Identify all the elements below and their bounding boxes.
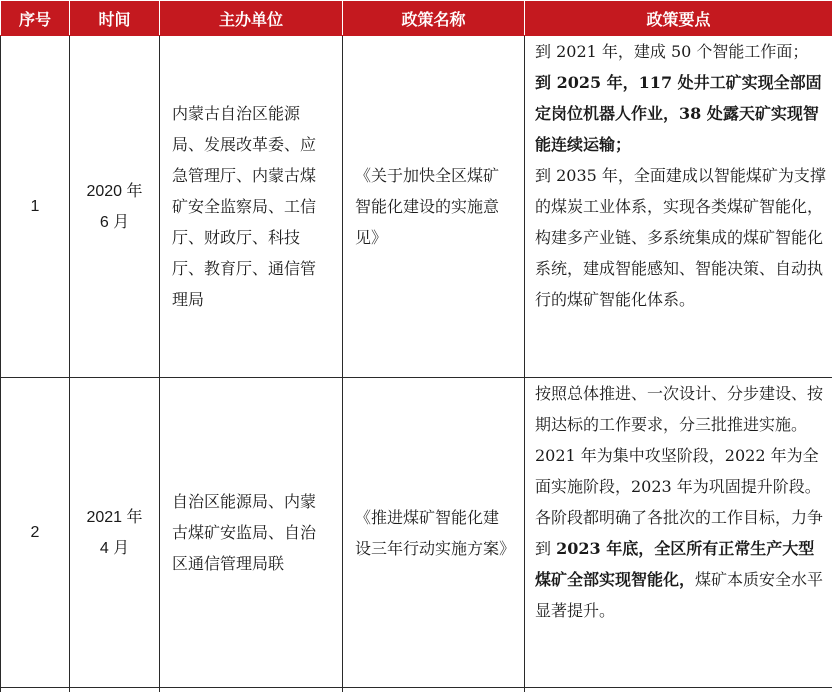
row-index: 2: [1, 378, 70, 688]
row-organizer: 自治区能源局、内蒙古煤矿安监局、自治区通信管理局联: [160, 378, 343, 688]
row-time-month: 4 月: [70, 533, 159, 564]
point-paragraph: 按照总体推进、一次设计、分步建设、按期达标的工作要求，分三批推进实施。: [535, 378, 826, 440]
row-policy-name: 《关于加快全区煤矿智能化建设的实施意见》: [343, 36, 525, 378]
point-text: 煤矿本质安全水平显著提升。: [535, 570, 823, 620]
row-time-year: 2021 年: [70, 502, 159, 533]
point-paragraph: 到 2025 年，117 处井工矿实现全部固定岗位机器人作业，38 处露天矿实现智能连续运输；: [535, 67, 826, 160]
table-header-row: [1, 1, 832, 36]
header-organizer: 主办单位: [160, 1, 343, 36]
row-policy-name: 《推进煤矿智能化建设三年行动实施方案》: [343, 378, 525, 688]
table-row: [1, 378, 832, 688]
table-row-continuation: [1, 688, 832, 692]
table-row: [1, 36, 832, 378]
header-policy-name: 政策名称: [343, 1, 525, 36]
row-policy-points: [525, 378, 832, 688]
header-policy-points: 政策要点: [525, 1, 832, 36]
header-index: 序号: [1, 1, 70, 36]
point-paragraph: 到 2035 年，全面建成以智能煤矿为支撑的煤炭工业体系，实现各类煤矿智能化，构建多产业链、多系统集成的煤矿智能化系统，建成智能感知、智能决策、自动执行的煤矿智能化体系。: [535, 160, 826, 315]
row-time: [70, 378, 160, 688]
empty-cell: [160, 688, 343, 692]
empty-cell: [70, 688, 160, 692]
header-time: 时间: [70, 1, 160, 36]
row-organizer: 内蒙古自治区能源局、发展改革委、应急管理厅、内蒙古煤矿安全监察局、工信厅、财政厅、科技厅、教育厅、通信管理局: [160, 36, 343, 378]
point-paragraph: 到 2021 年，建成 50 个智能工作面；: [535, 36, 826, 67]
empty-cell: [1, 688, 70, 692]
empty-cell: [343, 688, 525, 692]
empty-cell: [525, 688, 832, 692]
row-policy-points: [525, 36, 832, 378]
row-time-year: 2020 年: [70, 176, 159, 207]
row-time: [70, 36, 160, 378]
row-index: 1: [1, 36, 70, 378]
point-text-bold: 2023 年底，全区所有正常生产大型煤矿全部实现智能化，: [535, 539, 814, 589]
point-text: 各阶段都明确了各批次的工作目标，力争到: [535, 508, 823, 558]
point-paragraph: 2021 年为集中攻坚阶段，2022 年为全面实施阶段，2023 年为巩固提升阶段。: [535, 440, 826, 502]
row-time-month: 6 月: [70, 207, 159, 238]
point-paragraph: [535, 502, 826, 626]
